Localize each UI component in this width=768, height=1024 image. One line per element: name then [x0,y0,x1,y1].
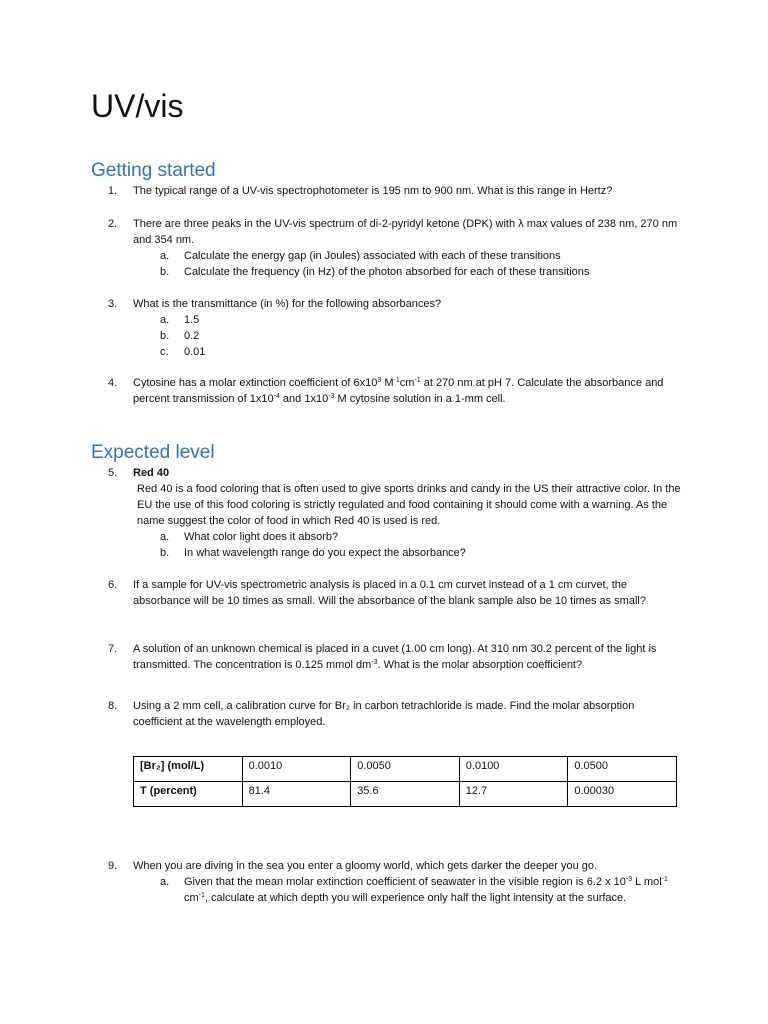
calibration-table [133,756,677,807]
sub-question-a: a. Given that the mean molar extinction coefficient of seawater in the visible region is 6.2 x $10^{-3}$ L mol$^{-1}$ $cm^{-1}$, calculate at which depth you will experience only half the light intensity at the surface. [160,876,668,904]
question-number: 5. [108,467,118,479]
question-text: The typical range of a UV-vis spectrophotometer is 195 nm to 900 nm. What is this range in Hertz? [133,185,613,197]
page-title: UV/vis [91,88,184,124]
sub-question-b: b. Calculate the frequency (in Hz) of the photon absorbed for each of these transitions [160,266,590,278]
table-row [134,782,677,807]
table-cell: 0.0500 [568,757,677,782]
question-text: Red 40 is a food coloring that is often used to give sports drinks and candy in the US their attractive color. In the EU the use of this food coloring is strictly regulated and food containing it should come with a warning. As the name suggest the color of food in which Red 40 is used is red. [137,483,681,527]
table-row [134,757,677,782]
question-text: A solution of an unknown chemical is placed in a cuvet (1.00 cm long). At 310 nm 30.2 percent of the light is transmitted. The concentration is 0.125 mmol $dm^{-3}$. What is the molar absorption coefficient? [133,643,657,671]
question-number: 6. [108,579,118,591]
question-number: 7. [108,643,118,655]
table-cell: T (percent) [134,782,243,807]
table-cell: 0.0100 [459,757,568,782]
table-cell: 0.0010 [242,757,351,782]
sub-question-c: c. 0.01 [160,346,206,358]
sub-question-a: a. What color light does it absorb? [160,531,339,543]
question-text: Cytosine has a molar extinction coefficient of $6x10^3$ $M^{-1}cm^{-1}$ at 270 nm at pH 7. Calculate the absorbance and percent transmission of $1x10^{-4}$ and $1x10^{-3}$ M cytosine solution in a 1-mm cell. [133,377,664,405]
question-number: 4. [108,377,118,389]
table-cell: 35.6 [351,782,460,807]
table-cell: [Br₂] (mol/L) [134,757,243,782]
table-cell: 0.0050 [351,757,460,782]
question-heading: Red 40 [133,467,170,479]
table-cell: 12.7 [459,782,568,807]
question-number: 8. [108,700,118,712]
sub-question-b: b. In what wavelength range do you expect the absorbance? [160,547,466,559]
table-cell: 0.00030 [568,782,677,807]
section-heading-expected-level: Expected level [91,442,215,463]
sub-question-a: a. 1.5 [160,314,200,326]
question-number: 3. [108,298,118,310]
question-text: If a sample for UV-vis spectrometric analysis is placed in a 0.1 cm curvet instead of a 1 cm curvet, the absorbance will be 10 times as small. Will the absorbance of the blank sample also be 10 times as small? [133,579,646,607]
question-number: 2. [108,218,118,230]
question-text: When you are diving in the sea you enter a gloomy world, which gets darker the deeper you go. [133,860,598,872]
question-number: 1. [108,185,118,197]
question-text: Using a 2 mm cell, a calibration curve for Br₂ in carbon tetrachloride is made. Find the molar absorption coefficient at the wavelength employed. [133,700,635,728]
sub-question-a: a. Calculate the energy gap (in Joules) associated with each of these transitions [160,250,561,262]
question-number: 9. [108,860,118,872]
question-text: There are three peaks in the UV-vis spectrum of di-2-pyridyl ketone (DPK) with λ max values of 238 nm, 270 nm and 354 nm. [133,218,678,246]
sub-question-b: b. 0.2 [160,330,200,342]
section-heading-getting-started: Getting started [91,160,216,181]
question-text: What is the transmittance (in %) for the following absorbances? [133,298,442,310]
table-cell: 81.4 [242,782,351,807]
